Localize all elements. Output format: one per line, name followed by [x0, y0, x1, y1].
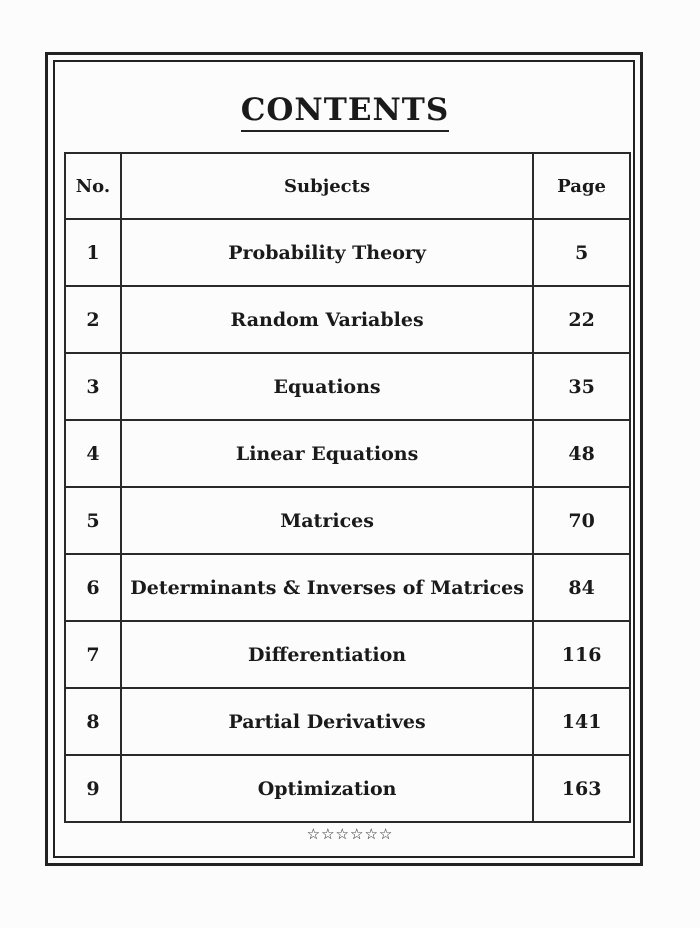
- contents-table: [64, 152, 631, 823]
- row-subject: Matrices: [121, 487, 533, 554]
- page-title: [0, 92, 690, 128]
- row-number: 3: [65, 353, 121, 420]
- row-number: 7: [65, 621, 121, 688]
- table-row: [65, 487, 630, 554]
- row-page: 5: [533, 219, 630, 286]
- header-page: Page: [533, 153, 630, 219]
- table-header-row: [65, 153, 630, 219]
- row-page: 84: [533, 554, 630, 621]
- row-number: 6: [65, 554, 121, 621]
- table-row: [65, 353, 630, 420]
- table-row: [65, 688, 630, 755]
- row-subject: Random Variables: [121, 286, 533, 353]
- header-no: No.: [65, 153, 121, 219]
- row-subject: Partial Derivatives: [121, 688, 533, 755]
- table-row: [65, 755, 630, 822]
- footer-stars-ornament: ☆☆☆☆☆☆: [306, 825, 394, 843]
- row-subject: Linear Equations: [121, 420, 533, 487]
- table-row: [65, 621, 630, 688]
- table-row: [65, 286, 630, 353]
- page-title-text: CONTENTS: [241, 92, 450, 132]
- row-number: 8: [65, 688, 121, 755]
- table-row: [65, 554, 630, 621]
- row-subject: Determinants & Inverses of Matrices: [121, 554, 533, 621]
- row-subject: Probability Theory: [121, 219, 533, 286]
- row-number: 9: [65, 755, 121, 822]
- row-subject: Equations: [121, 353, 533, 420]
- row-page: 116: [533, 621, 630, 688]
- row-page: 48: [533, 420, 630, 487]
- row-page: 70: [533, 487, 630, 554]
- row-page: 141: [533, 688, 630, 755]
- row-page: 163: [533, 755, 630, 822]
- table-row: [65, 219, 630, 286]
- row-subject: Differentiation: [121, 621, 533, 688]
- table-row: [65, 420, 630, 487]
- row-page: 22: [533, 286, 630, 353]
- row-subject: Optimization: [121, 755, 533, 822]
- row-page: 35: [533, 353, 630, 420]
- row-number: 2: [65, 286, 121, 353]
- row-number: 5: [65, 487, 121, 554]
- row-number: 1: [65, 219, 121, 286]
- row-number: 4: [65, 420, 121, 487]
- header-subjects: Subjects: [121, 153, 533, 219]
